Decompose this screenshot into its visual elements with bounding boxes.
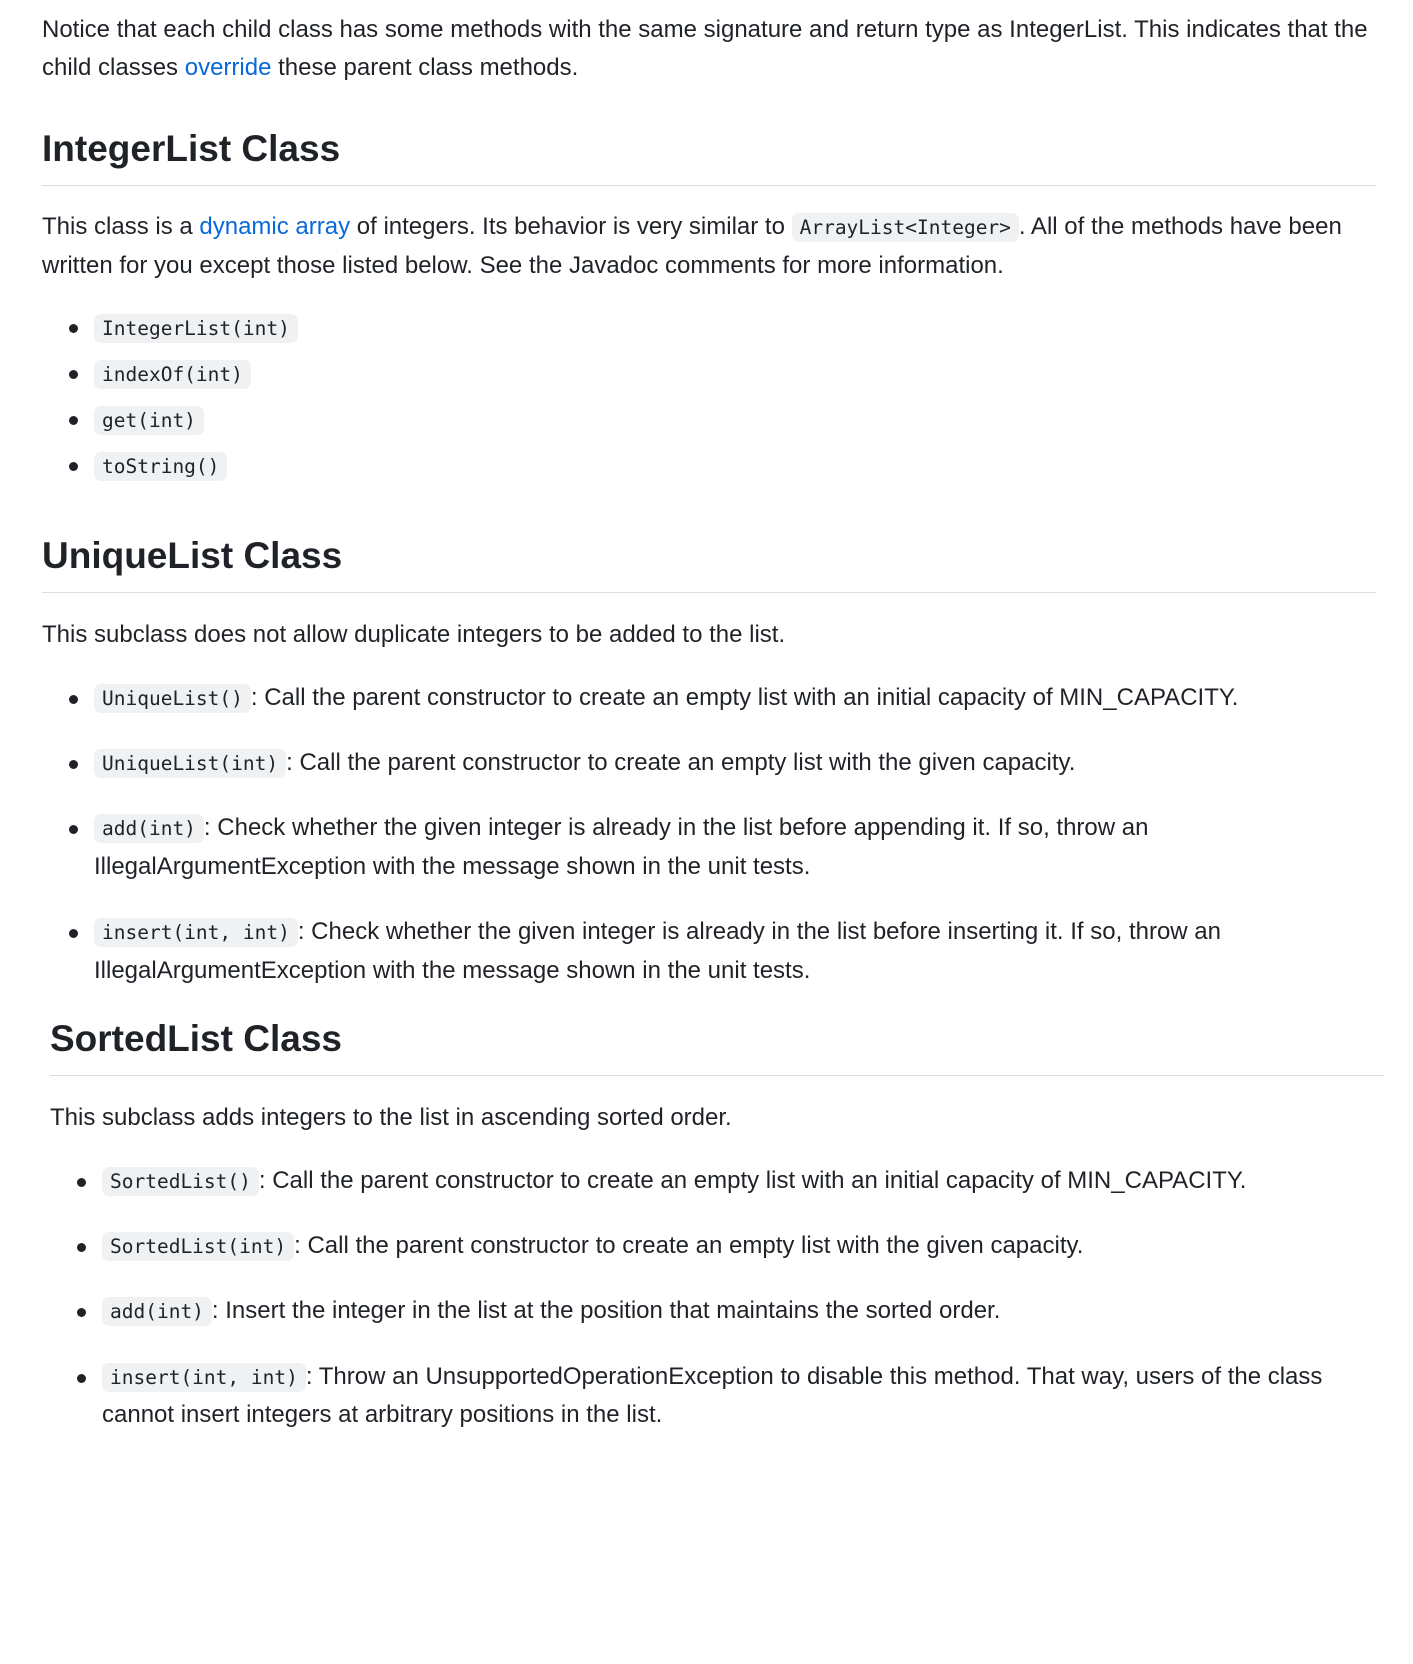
method-code: SortedList()	[102, 1167, 259, 1196]
arraylist-code: ArrayList<Integer>	[792, 213, 1019, 242]
sortedlist-heading: SortedList Class	[50, 1016, 1384, 1076]
method-code: UniqueList()	[94, 684, 251, 713]
method-code: get(int)	[94, 406, 204, 435]
integerlist-desc-mid: of integers. Its behavior is very similar to	[350, 213, 792, 241]
method-code: insert(int, int)	[94, 918, 298, 947]
intro-text-before: Notice that each child class has some methods with the same signature and return type as IntegerList. This indicates that the child classes	[42, 16, 1368, 82]
intro-text-after: these parent class methods.	[271, 54, 579, 82]
integerlist-section	[42, 126, 1376, 489]
method-description: : Call the parent constructor to create an empty list with the given capacity.	[286, 749, 1076, 777]
method-description: : Check whether the given integer is already in the list before inserting it. If so, throw an IllegalArgumentException with the message shown in the unit tests.	[94, 918, 1221, 984]
integerlist-heading: IntegerList Class	[42, 126, 1376, 186]
method-code: UniqueList(int)	[94, 749, 286, 778]
sortedlist-section	[50, 1016, 1384, 1435]
integerlist-methods-list	[42, 305, 1376, 489]
list-item	[42, 679, 1376, 717]
dynamic-array-link[interactable]: dynamic array	[199, 213, 351, 241]
list-item	[42, 351, 1376, 397]
method-code: indexOf(int)	[94, 360, 251, 389]
method-description: : Throw an UnsupportedOperationException to disable this method. That way, users of the class cannot insert integers at arbitrary positions in the list.	[102, 1362, 1323, 1429]
list-item	[42, 913, 1376, 990]
list-item	[50, 1292, 1384, 1330]
intro-block	[42, 11, 1376, 88]
integerlist-description	[42, 208, 1376, 285]
list-item	[50, 1162, 1384, 1200]
sortedlist-description: This subclass adds integers to the list in ascending sorted order.	[50, 1104, 732, 1132]
method-description: : Call the parent constructor to create an empty list with an initial capacity of MIN_CAPACITY.	[250, 683, 1239, 711]
integerlist-desc-post: . All of the methods have been written for you except those listed below. See the Javadoc comments for more information.	[42, 213, 1342, 279]
list-item	[42, 744, 1376, 782]
override-link[interactable]: override	[184, 54, 272, 82]
method-code: insert(int, int)	[102, 1363, 306, 1392]
method-description: : Insert the integer in the list at the position that maintains the sorted order.	[211, 1297, 1001, 1325]
list-item	[42, 809, 1376, 886]
intro-paragraph	[42, 11, 1376, 88]
method-code: add(int)	[102, 1297, 212, 1326]
method-description: : Call the parent constructor to create an empty list with an initial capacity of MIN_CAPACITY.	[258, 1166, 1247, 1194]
uniquelist-description: This subclass does not allow duplicate integers to be added to the list.	[42, 621, 786, 649]
method-code: add(int)	[94, 814, 204, 843]
list-item	[42, 443, 1376, 489]
uniquelist-section	[42, 533, 1376, 990]
list-item	[50, 1227, 1384, 1265]
integerlist-desc-pre: This class is a	[42, 213, 200, 241]
list-item	[50, 1358, 1384, 1435]
method-description: : Call the parent constructor to create an empty list with the given capacity.	[294, 1232, 1084, 1260]
uniquelist-methods-list	[42, 679, 1376, 990]
method-code: SortedList(int)	[102, 1232, 294, 1261]
uniquelist-heading: UniqueList Class	[42, 533, 1376, 593]
list-item	[42, 305, 1376, 351]
method-code: toString()	[94, 452, 227, 481]
sortedlist-methods-list	[50, 1162, 1384, 1435]
list-item	[42, 397, 1376, 443]
method-description: : Check whether the given integer is already in the list before appending it. If so, throw an IllegalArgumentException with the message shown in the unit tests.	[94, 814, 1149, 880]
method-code: IntegerList(int)	[94, 314, 298, 343]
